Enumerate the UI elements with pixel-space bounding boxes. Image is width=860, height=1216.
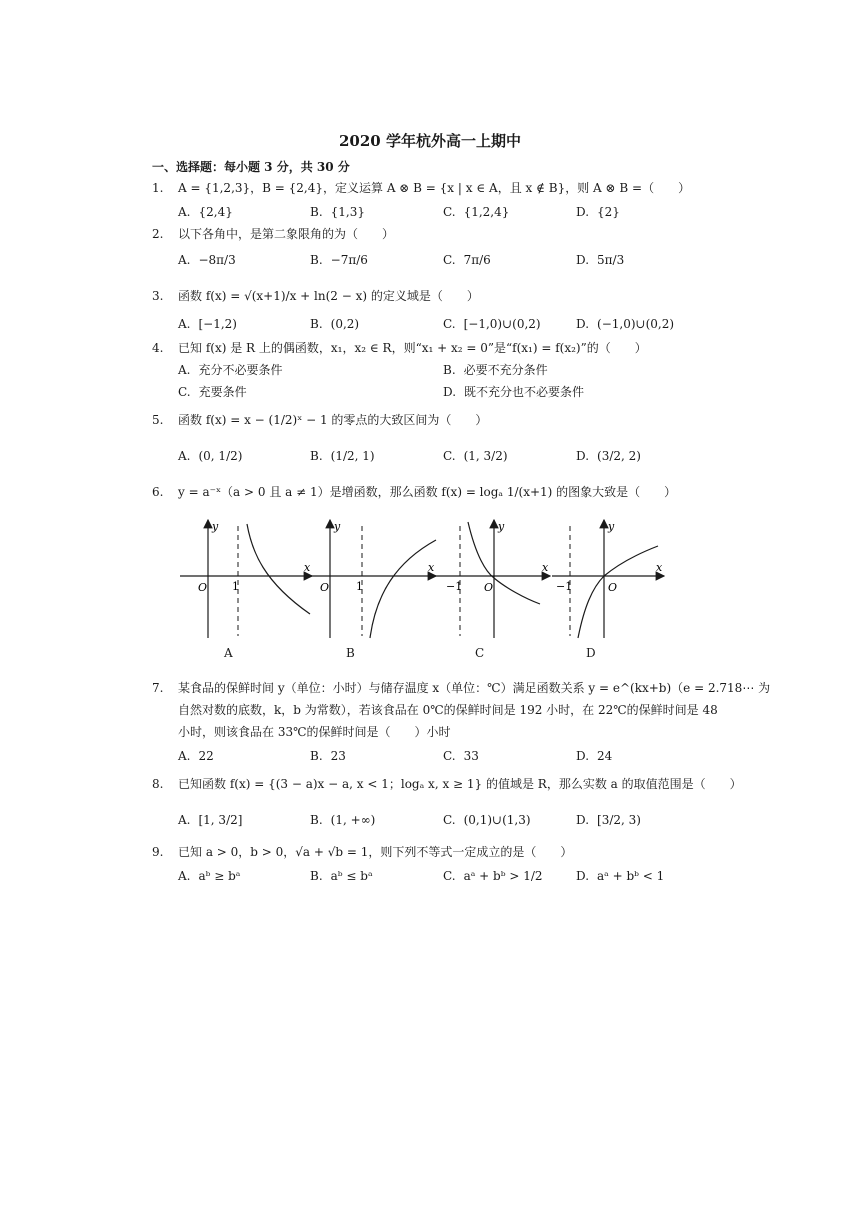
option-b: B. (1/2, 1) bbox=[310, 449, 375, 463]
svg-text:x: x bbox=[304, 561, 311, 574]
option-c: C. [−1,0)∪(0,2) bbox=[443, 317, 541, 331]
graph-label-d: D bbox=[586, 646, 596, 660]
option-a: A. aᵇ ≥ bᵃ bbox=[178, 869, 241, 883]
question-number: 6. bbox=[152, 485, 164, 499]
svg-text:−1: −1 bbox=[446, 580, 463, 593]
svg-text:y: y bbox=[334, 520, 341, 533]
option-b: B. 必要不充分条件 bbox=[443, 363, 548, 377]
option-d: D. [3/2, 3) bbox=[576, 813, 641, 827]
question-stem: 已知函数 f(x) = {(3 − a)x − a, x < 1；logₐ x, x ≥ 1} 的值域是 R，那么实数 a 的取值范围是（ ） bbox=[178, 777, 742, 791]
option-c: C. 33 bbox=[443, 749, 479, 763]
question-stem: A = {1,2,3}，B = {2,4}，定义运算 A ⊗ B = {x | x ∈ A，且 x ∉ B}，则 A ⊗ B =（ ） bbox=[178, 181, 691, 195]
option-a: A. 充分不必要条件 bbox=[178, 363, 283, 377]
question-stem: 函数 f(x) = x − (1/2)ˣ − 1 的零点的大致区间为（ ） bbox=[178, 413, 488, 427]
question-stem: 函数 f(x) = √(x+1)/x + ln(2 − x) 的定义域是（ ） bbox=[178, 289, 479, 303]
option-d: D. 24 bbox=[576, 749, 613, 763]
option-b: B. (1, +∞) bbox=[310, 813, 376, 827]
svg-text:O: O bbox=[484, 581, 494, 594]
svg-text:−1: −1 bbox=[556, 580, 573, 593]
option-a: A. −8π/3 bbox=[178, 253, 236, 267]
svg-text:y: y bbox=[212, 520, 219, 533]
question-stem-line: 自然对数的底数，k，b 为常数），若该食品在 0℃的保鲜时间是 192 小时，在 22℃的保鲜时间是 48 bbox=[178, 703, 718, 717]
option-b: B. {1,3} bbox=[310, 205, 365, 219]
option-c: C. (1, 3/2) bbox=[443, 449, 508, 463]
svg-text:x: x bbox=[428, 561, 435, 574]
svg-text:x: x bbox=[656, 561, 663, 574]
question-stem: y = a⁻ˣ（a > 0 且 a ≠ 1）是增函数，那么函数 f(x) = logₐ 1/(x+1) 的图象大致是（ ） bbox=[178, 485, 677, 499]
graph-label-b: B bbox=[346, 646, 355, 660]
option-a: A. 22 bbox=[178, 749, 214, 763]
page-title: 2020 学年杭外高一上期中 bbox=[339, 132, 521, 150]
question-number: 1. bbox=[152, 181, 164, 195]
option-c: C. 7π/6 bbox=[443, 253, 491, 267]
option-b: B. 23 bbox=[310, 749, 346, 763]
graph-a bbox=[180, 520, 312, 638]
svg-text:y: y bbox=[608, 520, 615, 533]
question-number: 7. bbox=[152, 681, 164, 695]
question-number: 9. bbox=[152, 845, 164, 859]
option-d: D. aᵃ + bᵇ < 1 bbox=[576, 869, 665, 883]
question-number: 4. bbox=[152, 341, 164, 355]
graph-options bbox=[180, 512, 680, 646]
graph-label-c: C bbox=[475, 646, 485, 660]
option-c: C. aᵃ + bᵇ > 1/2 bbox=[443, 869, 543, 883]
question-number: 5. bbox=[152, 413, 164, 427]
option-c: C. 充要条件 bbox=[178, 385, 247, 399]
question-number: 2. bbox=[152, 227, 164, 241]
option-d: D. (3/2, 2) bbox=[576, 449, 641, 463]
question-number: 3. bbox=[152, 289, 164, 303]
section-heading: 一、选择题：每小题 3 分，共 30 分 bbox=[152, 160, 350, 174]
option-b: B. (0,2) bbox=[310, 317, 360, 331]
svg-text:O: O bbox=[198, 581, 208, 594]
option-a: A. {2,4} bbox=[178, 205, 233, 219]
option-d: D. 5π/3 bbox=[576, 253, 625, 267]
question-stem: 已知 f(x) 是 R 上的偶函数，x₁，x₂ ∈ R，则“x₁ + x₂ = 0”是“f(x₁) = f(x₂)”的（ ） bbox=[178, 341, 647, 355]
graph-d bbox=[552, 520, 664, 638]
svg-text:y: y bbox=[498, 520, 505, 533]
svg-text:1: 1 bbox=[356, 580, 363, 593]
question-stem-line: 小时，则该食品在 33℃的保鲜时间是（ ）小时 bbox=[178, 725, 451, 739]
svg-text:O: O bbox=[608, 581, 618, 594]
option-b: B. aᵇ ≤ bᵃ bbox=[310, 869, 373, 883]
option-c: C. (0,1)∪(1,3) bbox=[443, 813, 531, 827]
svg-text:x: x bbox=[542, 561, 549, 574]
question-stem-line: 某食品的保鲜时间 y（单位：小时）与储存温度 x（单位：℃）满足函数关系 y = e^(kx+b)（e = 2.718⋯ 为 bbox=[178, 681, 771, 695]
option-a: A. [−1,2) bbox=[178, 317, 237, 331]
graph-label-a: A bbox=[224, 646, 233, 660]
option-c: C. {1,2,4} bbox=[443, 205, 510, 219]
option-d: D. (−1,0)∪(0,2) bbox=[576, 317, 675, 331]
question-stem: 已知 a > 0，b > 0，√a + √b = 1，则下列不等式一定成立的是（ ） bbox=[178, 845, 573, 859]
graph-b bbox=[304, 520, 436, 638]
question-number: 8. bbox=[152, 777, 164, 791]
option-d: D. {2} bbox=[576, 205, 620, 219]
option-a: A. (0, 1/2) bbox=[178, 449, 243, 463]
graph-c bbox=[432, 520, 550, 638]
svg-text:1: 1 bbox=[232, 580, 239, 593]
option-b: B. −7π/6 bbox=[310, 253, 368, 267]
question-stem: 以下各角中，是第二象限角的为（ ） bbox=[178, 227, 395, 241]
option-a: A. [1, 3/2] bbox=[178, 813, 243, 827]
svg-text:O: O bbox=[320, 581, 330, 594]
option-d: D. 既不充分也不必要条件 bbox=[443, 385, 585, 399]
